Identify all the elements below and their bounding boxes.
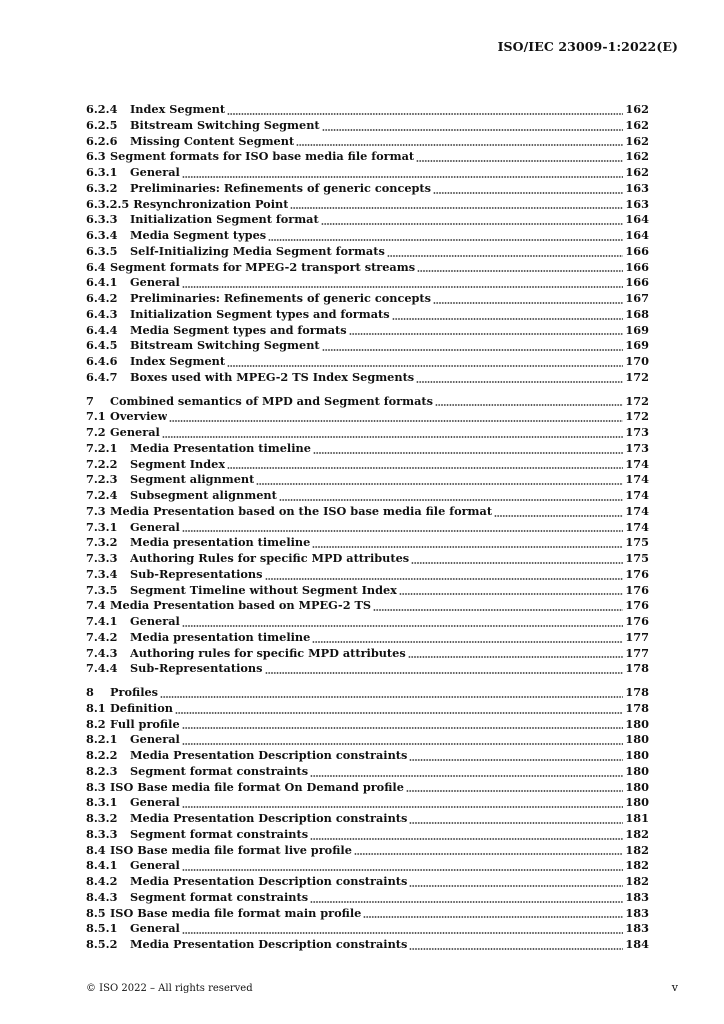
toc-entry-page: 182 xyxy=(625,826,649,841)
toc-entry-page: 181 xyxy=(625,811,649,825)
dot-leader xyxy=(182,932,624,934)
dot-leader xyxy=(409,822,623,824)
toc-entry-title: Media Presentation Description constraints xyxy=(130,748,408,762)
dot-leader xyxy=(409,948,623,950)
toc-entry-page: 174 xyxy=(625,503,649,518)
toc-entry[interactable] xyxy=(86,937,649,953)
toc-entry[interactable] xyxy=(86,827,649,843)
toc-entry-title: Media Presentation based on MPEG-2 TS xyxy=(110,598,372,613)
toc-entry-number: 8.2.3 xyxy=(86,763,118,778)
toc-entry-page: 162 xyxy=(625,149,649,164)
toc-entry[interactable] xyxy=(86,858,649,874)
toc-entry-title: General xyxy=(130,519,180,534)
toc-entry[interactable] xyxy=(86,732,649,748)
toc-entry[interactable] xyxy=(86,275,649,291)
toc-entry-title: Media presentation timeline xyxy=(130,629,311,644)
toc-entry-number: 8.4 xyxy=(86,842,106,857)
toc-entry-page: 184 xyxy=(625,937,649,951)
toc-entry-title: Media Presentation timeline xyxy=(130,440,311,455)
toc-entry-title: Segment formats for ISO base media file format xyxy=(110,149,415,164)
toc-entry-number: 8.2.2 xyxy=(86,748,118,762)
toc-entry-page: 172 xyxy=(625,393,649,408)
toc-entry[interactable] xyxy=(86,646,649,662)
toc-entry[interactable] xyxy=(86,291,649,307)
toc-entry-page: 175 xyxy=(625,535,649,550)
toc-entry-page: 180 xyxy=(625,732,649,747)
toc-entry[interactable] xyxy=(86,488,649,504)
toc-entry-title: ISO Base media file format live profile xyxy=(110,842,352,857)
toc-entry-title: Initialization Segment format xyxy=(130,212,319,227)
dot-leader xyxy=(182,869,624,871)
table-of-contents xyxy=(86,102,649,953)
toc-entry-number: 8.4.3 xyxy=(86,889,118,904)
toc-entry-number: 7.2 xyxy=(86,425,106,439)
dot-leader xyxy=(279,499,624,501)
toc-entry[interactable] xyxy=(86,583,649,599)
toc-entry-page: 163 xyxy=(625,196,649,211)
toc-entry-number: 7.2.2 xyxy=(86,456,118,471)
toc-entry-page: 174 xyxy=(625,488,649,502)
toc-entry-number: 6.3.4 xyxy=(86,228,118,242)
toc-entry[interactable] xyxy=(86,795,649,811)
toc-entry[interactable] xyxy=(86,307,649,323)
toc-entry-number: 7.4.3 xyxy=(86,645,118,660)
toc-entry-title: Subsegment alignment xyxy=(130,488,277,502)
toc-entry[interactable] xyxy=(86,472,649,488)
toc-entry-page: 175 xyxy=(625,551,649,565)
toc-entry-number: 7.4 xyxy=(86,598,106,613)
toc-entry-title: ISO Base media file format main profile xyxy=(110,905,362,920)
toc-entry-title: Resynchronization Point xyxy=(133,196,289,211)
toc-entry-title: Bitstream Switching Segment xyxy=(130,338,320,353)
dot-leader xyxy=(435,404,623,406)
toc-entry-title: General xyxy=(130,614,180,628)
dot-leader xyxy=(265,578,624,580)
toc-entry[interactable] xyxy=(86,118,649,134)
toc-entry-title: Overview xyxy=(110,409,168,424)
toc-entry-title: Profiles xyxy=(110,685,159,699)
toc-entry-page: 182 xyxy=(625,858,649,873)
toc-entry-title: Segment format constraints xyxy=(130,889,309,904)
dot-leader xyxy=(290,207,623,209)
toc-entry-title: Media Segment types and formats xyxy=(130,322,347,337)
toc-entry[interactable] xyxy=(86,717,649,733)
toc-entry[interactable] xyxy=(86,354,649,370)
toc-entry-number: 7.4.1 xyxy=(86,614,118,628)
toc-entry-page: 173 xyxy=(625,440,649,455)
toc-entry-number: 7.1 xyxy=(86,409,106,424)
toc-entry[interactable] xyxy=(86,197,649,213)
toc-entry-number: 6.4.1 xyxy=(86,275,118,290)
dot-leader xyxy=(312,641,623,643)
toc-entry-title: Bitstream Switching Segment xyxy=(130,117,320,132)
toc-entry-number: 8.5.1 xyxy=(86,921,118,936)
toc-entry[interactable] xyxy=(86,748,649,764)
toc-entry[interactable] xyxy=(86,701,649,717)
dot-leader xyxy=(256,483,623,485)
toc-entry[interactable] xyxy=(86,370,649,386)
toc-entry[interactable] xyxy=(86,244,649,260)
dot-leader xyxy=(182,530,624,532)
toc-entry-title: Authoring Rules for specific MPD attributes xyxy=(130,551,410,565)
toc-entry-title: General xyxy=(130,732,180,747)
toc-entry-number: 7.2.3 xyxy=(86,472,118,487)
dot-leader xyxy=(310,901,623,903)
toc-entry-title: Segment alignment xyxy=(130,472,255,487)
toc-entry-page: 162 xyxy=(625,165,649,179)
toc-entry-number: 7.3.1 xyxy=(86,519,118,534)
toc-entry-number: 7.3.5 xyxy=(86,582,118,597)
toc-entry[interactable] xyxy=(86,551,649,567)
toc-entry[interactable] xyxy=(86,921,649,937)
dot-leader xyxy=(310,775,623,777)
toc-entry[interactable] xyxy=(86,425,649,441)
dot-leader xyxy=(227,467,623,469)
toc-entry-page: 173 xyxy=(625,425,649,439)
dot-leader xyxy=(162,436,624,438)
toc-entry-title: Segment Timeline without Segment Index xyxy=(130,582,397,597)
toc-entry[interactable] xyxy=(86,630,649,646)
toc-entry[interactable] xyxy=(86,504,649,520)
toc-entry-number: 6.4.4 xyxy=(86,322,118,337)
toc-entry-page: 174 xyxy=(625,472,649,487)
toc-entry-title: Preliminaries: Refinements of generic concepts xyxy=(130,291,431,305)
toc-entry-title: General xyxy=(130,275,180,290)
toc-entry-number: 6.4.2 xyxy=(86,291,118,305)
toc-entry[interactable] xyxy=(86,598,649,614)
dot-leader xyxy=(182,727,624,729)
toc-entry[interactable] xyxy=(86,181,649,197)
copyright-notice: © ISO 2022 – All rights reserved xyxy=(86,983,253,994)
page-number: v xyxy=(671,981,678,994)
toc-entry-page: 180 xyxy=(625,795,649,810)
dot-leader xyxy=(392,318,624,320)
dot-leader xyxy=(433,192,623,194)
toc-entry-number: 6.3.1 xyxy=(86,165,118,179)
toc-entry-page: 170 xyxy=(625,354,649,368)
toc-entry[interactable] xyxy=(86,228,649,244)
toc-entry-number: 8.2.1 xyxy=(86,732,118,747)
toc-entry-page: 172 xyxy=(625,409,649,424)
toc-entry[interactable] xyxy=(86,323,649,339)
dot-leader xyxy=(268,239,623,241)
dot-leader xyxy=(296,144,623,146)
toc-entry-page: 169 xyxy=(625,338,649,353)
toc-entry-page: 167 xyxy=(625,291,649,305)
toc-entry-number: 8.4.1 xyxy=(86,858,118,873)
toc-entry-number: 8.3 xyxy=(86,779,106,794)
toc-entry-page: 183 xyxy=(625,921,649,936)
toc-entry-number: 7.4.4 xyxy=(86,661,118,676)
toc-entry-title: General xyxy=(130,165,180,179)
dot-leader xyxy=(182,286,624,288)
toc-entry-title: Initialization Segment types and formats xyxy=(130,306,390,321)
toc-entry[interactable] xyxy=(86,394,649,410)
toc-entry-number: 6.2.5 xyxy=(86,117,118,132)
dot-leader xyxy=(182,625,624,627)
toc-entry[interactable] xyxy=(86,843,649,859)
toc-entry-title: General xyxy=(130,921,180,936)
toc-entry-title: Missing Content Segment xyxy=(130,133,295,148)
toc-entry-number: 7.4.2 xyxy=(86,629,118,644)
toc-entry-page: 174 xyxy=(625,456,649,471)
toc-entry-page: 169 xyxy=(625,322,649,337)
dot-leader xyxy=(417,270,623,272)
toc-entry-number: 8.3.2 xyxy=(86,811,118,825)
dot-leader xyxy=(494,515,623,517)
dot-leader xyxy=(406,790,623,792)
toc-entry[interactable] xyxy=(86,149,649,165)
dot-leader xyxy=(265,672,624,674)
toc-entry[interactable] xyxy=(86,780,649,796)
toc-entry-page: 163 xyxy=(625,180,649,195)
toc-entry-number: 8.5 xyxy=(86,905,106,920)
toc-entry-title: Authoring rules for specific MPD attributes xyxy=(130,645,406,660)
toc-entry-title: Index Segment xyxy=(130,354,226,368)
toc-entry[interactable] xyxy=(86,165,649,181)
toc-entry-title: Combined semantics of MPD and Segment formats xyxy=(110,393,433,408)
toc-entry-number: 6.4.3 xyxy=(86,306,118,321)
toc-entry-number: 7 xyxy=(86,393,94,408)
toc-entry-number: 6.3.3 xyxy=(86,212,118,227)
dot-leader xyxy=(310,838,623,840)
dot-leader xyxy=(312,546,623,548)
toc-entry[interactable] xyxy=(86,535,649,551)
toc-entry-page: 177 xyxy=(625,645,649,660)
toc-entry-number: 6.3 xyxy=(86,149,106,164)
toc-entry-number: 8 xyxy=(86,685,94,699)
toc-entry[interactable] xyxy=(86,614,649,630)
toc-entry-title: Media Presentation based on the ISO base media file format xyxy=(110,503,493,518)
dot-leader xyxy=(322,129,624,131)
toc-entry-page: 166 xyxy=(625,243,649,258)
toc-entry-number: 7.2.1 xyxy=(86,440,118,455)
dot-leader xyxy=(387,255,624,257)
toc-entry-title: Segment formats for MPEG-2 transport streams xyxy=(110,259,416,274)
toc-entry-page: 178 xyxy=(625,661,649,676)
toc-entry[interactable] xyxy=(86,441,649,457)
toc-entry-page: 180 xyxy=(625,748,649,762)
dot-leader xyxy=(408,656,624,658)
toc-entry-page: 182 xyxy=(625,874,649,888)
dot-leader xyxy=(416,381,623,383)
dot-leader xyxy=(182,743,624,745)
toc-entry-title: Segment format constraints xyxy=(130,826,309,841)
toc-entry-number: 8.3.1 xyxy=(86,795,118,810)
toc-entry-page: 162 xyxy=(625,117,649,132)
toc-entry[interactable] xyxy=(86,409,649,425)
toc-entry[interactable] xyxy=(86,906,649,922)
toc-entry-number: 6.3.5 xyxy=(86,243,118,258)
dot-leader xyxy=(182,806,624,808)
dot-leader xyxy=(409,885,623,887)
dot-leader xyxy=(433,302,623,304)
dot-leader xyxy=(313,452,624,454)
toc-entry-title: Preliminaries: Refinements of generic concepts xyxy=(130,180,431,195)
dot-leader xyxy=(227,365,623,367)
toc-entry-title: Segment format constraints xyxy=(130,763,309,778)
toc-entry[interactable] xyxy=(86,567,649,583)
toc-entry-title: Segment Index xyxy=(130,456,226,471)
toc-entry-page: 176 xyxy=(625,598,649,613)
dot-leader xyxy=(227,113,623,115)
dot-leader xyxy=(175,712,623,714)
toc-entry-page: 166 xyxy=(625,259,649,274)
toc-entry-page: 182 xyxy=(625,842,649,857)
toc-entry-number: 6.2.6 xyxy=(86,133,118,148)
toc-entry[interactable] xyxy=(86,685,649,701)
toc-entry-number: 8.3.3 xyxy=(86,826,118,841)
toc-entry-number: 6.3.2.5 xyxy=(86,196,130,211)
toc-entry-title: Media Presentation Description constraints xyxy=(130,874,408,888)
toc-entry-number: 7.3 xyxy=(86,503,106,518)
toc-entry-title: Index Segment xyxy=(130,102,226,116)
toc-entry-page: 183 xyxy=(625,889,649,904)
toc-entry-number: 8.5.2 xyxy=(86,937,118,951)
toc-entry[interactable] xyxy=(86,338,649,354)
toc-entry-number: 6.4 xyxy=(86,259,106,274)
dot-leader xyxy=(416,160,623,162)
toc-entry-title: Media Segment types xyxy=(130,228,267,242)
toc-entry[interactable] xyxy=(86,874,649,890)
toc-entry-number: 6.2.4 xyxy=(86,102,118,116)
toc-entry[interactable] xyxy=(86,520,649,536)
toc-entry-title: Full profile xyxy=(110,716,180,731)
dot-leader xyxy=(182,176,624,178)
dot-leader xyxy=(373,609,623,611)
toc-entry-page: 177 xyxy=(625,629,649,644)
toc-entry-number: 6.4.7 xyxy=(86,369,118,384)
toc-entry-number: 8.2 xyxy=(86,716,106,731)
toc-entry-number: 7.3.2 xyxy=(86,535,118,550)
toc-entry[interactable] xyxy=(86,212,649,228)
toc-entry-page: 183 xyxy=(625,905,649,920)
toc-entry-number: 8.4.2 xyxy=(86,874,118,888)
toc-entry-number: 6.4.5 xyxy=(86,338,118,353)
toc-entry-title: General xyxy=(130,858,180,873)
toc-entry-page: 164 xyxy=(625,212,649,227)
toc-entry-page: 176 xyxy=(625,566,649,581)
toc-entry-number: 7.3.4 xyxy=(86,566,118,581)
toc-entry-page: 180 xyxy=(625,716,649,731)
dot-leader xyxy=(409,759,623,761)
toc-entry[interactable] xyxy=(86,102,649,118)
dot-leader xyxy=(363,916,623,918)
toc-entry-title: Media Presentation Description constraints xyxy=(130,811,408,825)
toc-entry-page: 176 xyxy=(625,614,649,628)
toc-entry-title: Definition xyxy=(110,700,173,715)
toc-entry-title: Boxes used with MPEG-2 TS Index Segments xyxy=(130,369,415,384)
toc-entry-title: General xyxy=(110,425,160,439)
toc-entry-page: 168 xyxy=(625,306,649,321)
toc-entry-title: Media presentation timeline xyxy=(130,535,311,550)
dot-leader xyxy=(349,333,624,335)
dot-leader xyxy=(354,853,624,855)
toc-entry-number: 6.4.6 xyxy=(86,354,118,368)
toc-entry-number: 7.2.4 xyxy=(86,488,118,502)
toc-entry-title: General xyxy=(130,795,180,810)
toc-entry-title: Media Presentation Description constraints xyxy=(130,937,408,951)
toc-entry-number: 6.3.2 xyxy=(86,180,118,195)
toc-entry[interactable] xyxy=(86,134,649,150)
toc-entry-title: Sub-Representations xyxy=(130,566,263,581)
toc-entry-page: 180 xyxy=(625,779,649,794)
toc-entry-number: 7.3.3 xyxy=(86,551,118,565)
document-identifier: ISO/IEC 23009-1:2022(E) xyxy=(497,39,678,54)
toc-entry-page: 172 xyxy=(625,369,649,384)
toc-entry[interactable] xyxy=(86,661,649,677)
dot-leader xyxy=(322,349,624,351)
dot-leader xyxy=(321,223,624,225)
toc-entry-title: ISO Base media file format On Demand profile xyxy=(110,779,404,794)
toc-entry[interactable] xyxy=(86,764,649,780)
toc-entry-number: 8.1 xyxy=(86,700,106,715)
toc-entry-page: 180 xyxy=(625,763,649,778)
dot-leader xyxy=(169,420,623,422)
toc-entry[interactable] xyxy=(86,811,649,827)
dot-leader xyxy=(399,593,623,595)
toc-entry[interactable] xyxy=(86,260,649,276)
toc-entry-page: 164 xyxy=(625,228,649,242)
toc-entry-title: Sub-Representations xyxy=(130,661,263,676)
toc-entry[interactable] xyxy=(86,890,649,906)
dot-leader xyxy=(160,696,623,698)
toc-entry-page: 174 xyxy=(625,519,649,534)
toc-entry[interactable] xyxy=(86,457,649,473)
toc-entry-title: Self-Initializing Media Segment formats xyxy=(130,243,385,258)
toc-entry-page: 178 xyxy=(625,685,649,699)
toc-entry-page: 162 xyxy=(625,102,649,116)
dot-leader xyxy=(411,562,623,564)
toc-entry-page: 162 xyxy=(625,133,649,148)
toc-entry-page: 176 xyxy=(625,582,649,597)
toc-entry-page: 166 xyxy=(625,275,649,290)
toc-entry-page: 178 xyxy=(625,700,649,715)
